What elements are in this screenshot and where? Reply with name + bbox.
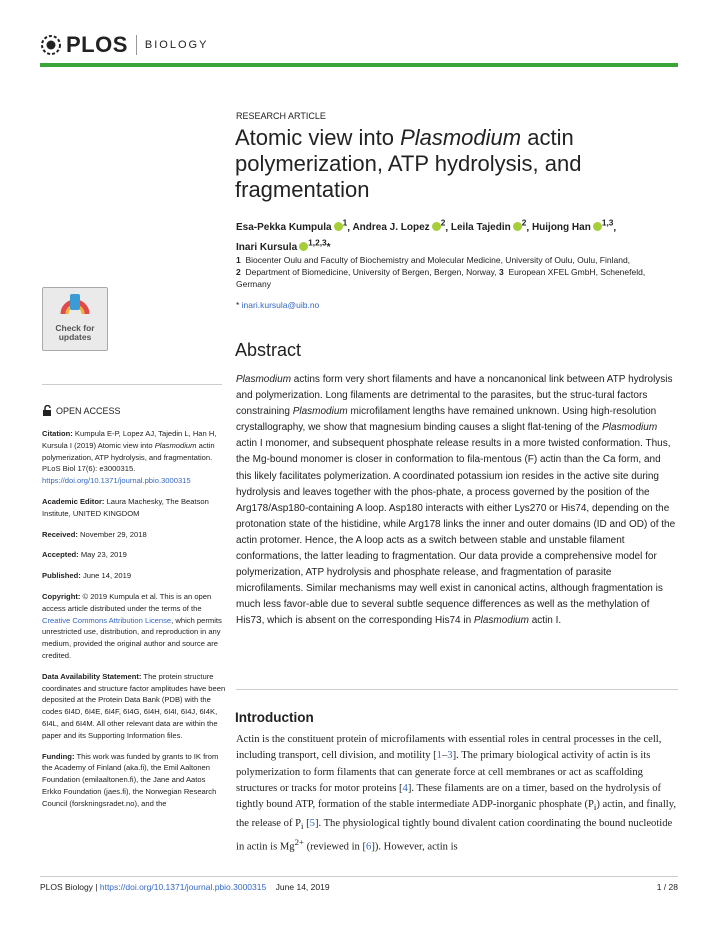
accepted-block (42, 549, 226, 561)
author[interactable] (236, 218, 348, 234)
author-name: Esa-Pekka Kumpula (236, 222, 332, 234)
affil-text: Department of Biomedicine, University of Bergen, Bergen, Norway, (245, 267, 497, 277)
abstract-italic: Plasmodium (236, 374, 292, 385)
abstract-span: actins form very short filaments and have a noncanonical link between ATP hydrolysis and polymerization. Long filaments are detrimental to the parasites, but the struc-tural factors constraining (236, 374, 673, 418)
received-block (42, 529, 226, 541)
sidebar-divider (42, 384, 222, 385)
published-block (42, 570, 226, 582)
introduction-heading: Introduction (235, 710, 314, 725)
copyright-label: Copyright: (42, 591, 81, 601)
check-for-updates-icon (43, 288, 107, 324)
funding-label: Funding: (42, 751, 75, 761)
accepted-date: May 23, 2019 (78, 550, 127, 560)
abstract-span: microfilament lengths have remained unknown. Using high-resolution crystallography, we show that magnesium binding causes a slight flat-tening of the (236, 406, 657, 434)
intro-span: [ (303, 817, 310, 829)
copyright-text: © 2019 Kumpula et al. This is an open access article distributed under the terms of the (42, 591, 212, 613)
abstract-italic: Plasmodium (602, 422, 658, 434)
accepted-label: Accepted: (42, 550, 79, 560)
abstract-divider (236, 689, 678, 690)
introduction-text (236, 732, 678, 856)
reference-link[interactable]: 6 (366, 841, 372, 853)
orcid-icon[interactable] (513, 222, 522, 231)
reference-link[interactable]: 5 (309, 817, 315, 829)
data-availability-block (42, 671, 226, 742)
corresponding-email-link[interactable]: inari.kursula@uib.no (241, 300, 320, 310)
citation-doi-link[interactable]: https://doi.org/10.1371/journal.pbio.3000315 (42, 476, 191, 486)
citation-text-2: actin polymerization, ATP hydrolysis, and fragmentation. PLoS Biol 17(6): e3000315. (42, 440, 215, 474)
author-affil-sup: 1 (342, 218, 348, 228)
citation-label: Citation: (42, 429, 73, 438)
intro-span: ]. The primary biological activity of actin is its polymerization to form filaments that can generate force at cell membranes or act as scaffolding structures or tracks for motor proteins [ (236, 750, 651, 794)
subscript-i: i (301, 820, 304, 831)
license-link[interactable]: Creative Commons Attribution License (42, 615, 172, 625)
author[interactable] (450, 218, 527, 234)
abstract-italic: Plasmodium (292, 406, 348, 418)
abstract-span: actin I monomer, and subsequent phosphate release results in a more twisted conformation. Thus, the Mg-bound monomer is closer in conformation to fila-mentous (F) actin than the Ca form, and this likely facilitates polymerization. A coordinated potassium ion resides in the active site during hydrolysis and leaves together with the phos-phate, a process governed by the position of the Arg178/Asp180-containing A loop. Asp180 interacts with either Lys270 or His74, depending on the protonation state of the histidine, while Arg178 links the inner and outer domains (ID and OD) of the actin protomer. Hence, the A loop acts as a switch between stable and unstable filament conformations, the latter leading to fragmentation. Our data provide a comprehensive model for polymerization, ATP hydrolysis and phosphate release, and fragmentation of parasite microfilaments. Similar mechanisms may well exist in canonical actins, although fragmentation is much less favor-able due to several subtle sequence differences as well as the methylation of His73, which is absent on the corresponding His74 in (236, 438, 676, 627)
check-label-line1: Check for (55, 323, 95, 333)
author-name: Inari Kursula (236, 241, 298, 253)
intro-span: ]. The physiological tightly bound divalent cation coordinating the bound nucleotide in actin is Mg (236, 817, 673, 853)
open-lock-icon (42, 405, 52, 416)
citation-block (42, 428, 226, 487)
footer-journal: PLOS Biology (40, 882, 93, 892)
check-label-line2: updates (58, 332, 92, 342)
subscript-i: i (593, 802, 597, 813)
footer-left (40, 882, 330, 892)
affiliations (236, 254, 676, 290)
abstract-heading: Abstract (235, 340, 302, 360)
open-access-label (42, 405, 121, 416)
author[interactable] (352, 218, 446, 234)
funding-block (42, 751, 226, 810)
orcid-icon[interactable] (299, 242, 308, 251)
article-title (235, 125, 655, 203)
open-access-text: OPEN ACCESS (56, 405, 121, 416)
footer-date: June 14, 2019 (275, 882, 330, 892)
author-list: Esa-Pekka Kumpula $^1$, Andrea J. Lopez $^2$, Leila Tajedin $^2$, Huijong Han $^{1,3}$, Inari Kursula $^{1,2,3}$* (236, 218, 617, 253)
reference-link[interactable]: 3 (447, 750, 453, 762)
affil-number: 1 (236, 255, 241, 265)
funding-text: This work was funded by grants to IK from the Academy of Finland (aka.fi), the Emil Aaltonen Foundation (emilaaltonen.fi), the Jane and Aatos Erkko Foundation (jaes.fi), the Norwegian Research Council (forskningsradet.no), and the (42, 751, 219, 808)
corresponding-mark: * (326, 241, 331, 253)
published-label: Published: (42, 571, 81, 581)
footer-doi-link[interactable]: https://doi.org/10.1371/journal.pbio.3000315 (99, 882, 267, 892)
article-type: RESEARCH ARTICLE (236, 111, 326, 121)
data-availability-label: Data Availability Statement: (42, 671, 142, 681)
intro-span: ]. These filaments are on a timer, based on the hydrolysis of tightly bound ATP, formation of the stable intermediate ADP-inorganic phosphate (P (236, 782, 662, 811)
reference-link[interactable]: 4 (402, 782, 408, 794)
affil-text: Biocenter Oulu and Faculty of Biochemistry and Molecular Medicine, University of Oulu, Oulu, Finland, (245, 255, 631, 265)
intro-span: ) actin, and finally, the release of P (236, 799, 676, 829)
author-name: Huijong Han (531, 222, 591, 234)
editor-block (42, 496, 226, 520)
intro-span: ]). However, actin is (371, 841, 458, 853)
title-italic: Plasmodium (400, 125, 522, 150)
author-affil-sup: 2 (440, 218, 446, 228)
affil-text: European XFEL GmbH, Schenefeld, Germany (236, 267, 646, 289)
footer-divider (40, 876, 678, 877)
superscript-charge: 2+ (294, 837, 304, 847)
citation-text: Kumpula E-P, Lopez AJ, Tajedin L, Han H, Kursula I (2019) Atomic view into (42, 429, 217, 450)
data-availability-text: The protein structure coordinates and structure factor amplitudes have been deposited at the Protein Data Bank (PDB) with the codes 6I4D, 6I4E, 6I4F, 6I4G, 6I4H, 6I4I, 6I4J, 6I4K, 6I4L, and 6I4M. All other relevant data are within the paper and its Supporting Information files. (42, 671, 226, 740)
affil-number: 2 (236, 267, 241, 277)
published-date: June 14, 2019 (80, 571, 132, 581)
corresponding-author: * inari.kursula@uib.no (236, 300, 320, 310)
intro-span: – (441, 750, 448, 762)
intro-span: (reviewed in [ (303, 841, 367, 853)
editor-label: Academic Editor: (42, 496, 105, 506)
page-footer (40, 882, 678, 892)
footer-separator: | (92, 882, 100, 892)
plos-logo[interactable] (40, 33, 208, 57)
author-affil-sup: 1,3 (601, 218, 614, 228)
orcid-icon[interactable] (432, 222, 441, 231)
citation-italic: Plasmodium (154, 440, 197, 450)
intro-span: Actin is the constituent protein of microfilaments with essential roles in central processes in the cell, including transport, cell division, and motility [ (236, 734, 662, 762)
received-label: Received: (42, 529, 78, 539)
orcid-icon[interactable] (593, 222, 602, 231)
abstract-span: actin I. (528, 615, 562, 627)
editor-text: Laura Machesky, The Beatson Institute, UNITED KINGDOM (42, 496, 209, 518)
author[interactable] (531, 218, 614, 234)
affil-number: 3 (499, 267, 504, 277)
orcid-icon[interactable] (334, 222, 343, 231)
logo-text: PLOS (66, 32, 128, 57)
check-for-updates-badge[interactable] (42, 287, 108, 351)
title-part: Atomic view into (235, 125, 401, 150)
author-name: Leila Tajedin (450, 222, 511, 234)
logo-divider (136, 35, 137, 55)
received-date: November 29, 2018 (77, 529, 147, 539)
check-for-updates-label (43, 324, 107, 342)
author[interactable] (236, 237, 331, 253)
author-affil-sup: 2 (521, 218, 527, 228)
abstract-italic: Plasmodium (473, 615, 529, 627)
reference-link[interactable]: 1 (436, 750, 442, 762)
copyright-text-2: , which permits unrestricted use, distribution, and reproduction in any medium, provided the original author and source are credited. (42, 615, 222, 660)
article-info-sidebar (42, 428, 226, 819)
page-number: 1 / 28 (656, 882, 678, 892)
copyright-block (42, 591, 226, 662)
author-affil-sup: 1,2,3 (308, 237, 327, 248)
title-part-2: actin polymerization, ATP hydrolysis, and fragmentation (235, 125, 582, 202)
author-name: Andrea J. Lopez (352, 222, 430, 234)
header-accent-bar (40, 63, 678, 67)
journal-name: BIOLOGY (144, 39, 209, 51)
abstract-text (236, 372, 678, 630)
plos-logo-icon (40, 34, 62, 56)
